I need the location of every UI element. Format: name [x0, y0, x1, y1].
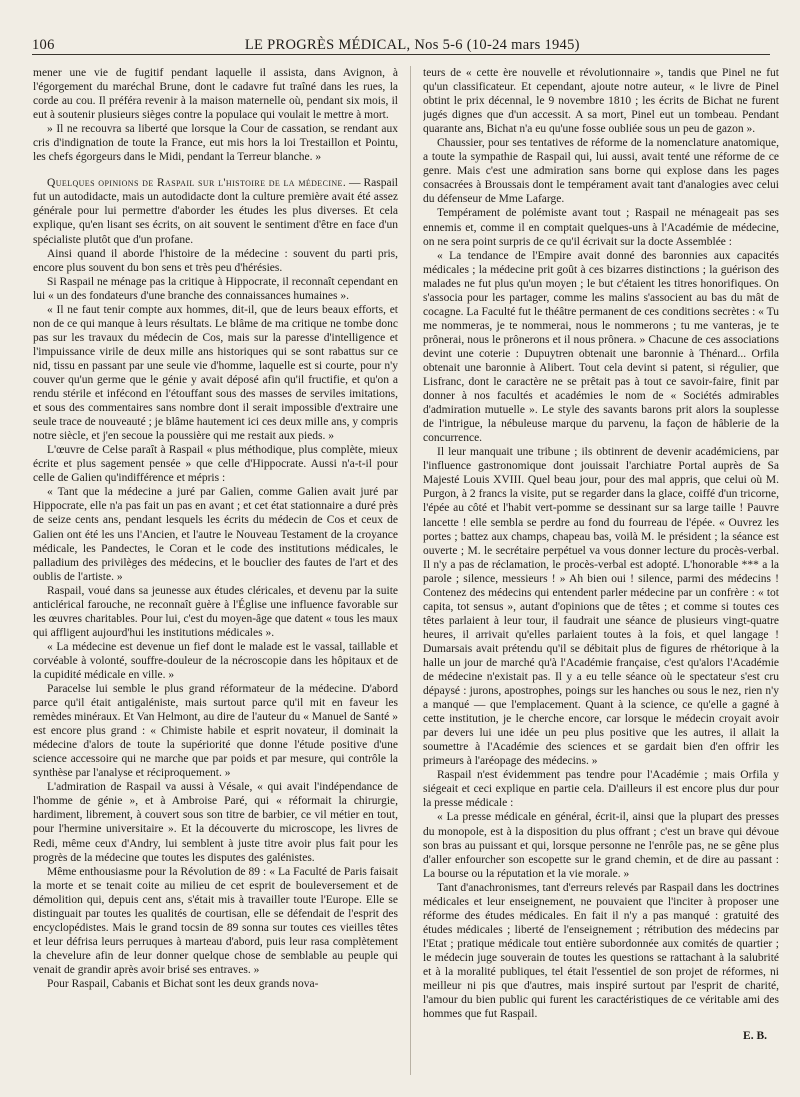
section-text: — Raspail fut un autodidacte, mais un autodidacte dont la culture première avait été assez générale pour lui permettre d'aborder les études les plus diverses. Et cela explique, qu'en lisant ses écrits, on ait souvent le sentiment d'être en face d'un spécialiste plutôt que d'un profane.	[33, 177, 398, 246]
paragraph: Tant d'anachronismes, tant d'erreurs relevés par Raspail dans les doctrines médicales et leur enseignement, ne pouvaient que l'inciter à proposer une réforme des études médicales. En fait il n'y a pas manqué : gratuité des études médicales ; liberté de l'enseignement ; rétribution des médecins par l'Etat ; pratique médicale tout entière subordonnée aux comités de quartier ; le médecin juge souverain de toutes les questions se rattachant à la salubrité et à la moralité publiques, tel était l'essentiel de son projet de réformes, ni meilleur ni pis que d'autres, mais inspiré surtout par l'esprit de charité, l'amour du bien public qui furent les caractéristiques de ce véritable ami des hommes que fut Raspail.	[423, 881, 779, 1021]
right-column	[423, 66, 779, 1075]
quote-paragraph: « La presse médicale en général, écrit-il, ainsi que la plupart des presses du monopole, est à la disposition du plus offrant ; c'est un brave qui dévoue son bras au puissant et qui, lorsque personne ne l'enrôle pas, ne se gêne plus d'aller enfourcher son escopette sur le grand chemin, et de dire au passant : La bourse ou la réputation et la vie morale. »	[423, 811, 779, 880]
quote-paragraph: « La tendance de l'Empire avait donné des baronnies aux capacités médicales ; la médecine prit goût à ces bizarres distinctions ; la guérison des malades ne fut plus qu'un moyen ; le but c'étaient les titres honorifiques. On s'associa pour les partager, comme les malins s'associent au bas du mât de cocagne. La Faculté fut le théâtre permanent de ces conditions secrètes : « Tu me nommeras, je te nommerai, nous le nommerons ; tu me vanteras, je te prônerai, nous le prônerons et il nous prônera. » Chacune de ces associations devint une coterie : Dupuytren obtenait une baronnie à Thénard... Orfila obtenait une baronnie à Alibert. Tout cela devint si patent, si régulier, que Lisfranc, dont le caractère ne se prêtait pas à tout ce savoir-faire, finit par donner à nos facultés et académies le nom de « Sociétés admirables d'admiration mutuelle ». Le style des savants barons prit alors la souplesse de l'intrigue, la nébuleuse marque du parvenu, la façon de hâblerie de la concurrence.	[423, 249, 779, 445]
column-divider	[410, 66, 411, 1075]
journal-title: LE PROGRÈS MÉDICAL, Nos 5-6 (10-24 mars 1945)	[244, 37, 580, 53]
quote-paragraph: « La médecine est devenue un fief dont le malade est le vassal, taillable et corvéable à volonté, souffre-douleur de la nécroscopie dans les hôpitaux et de la cupidité médicale en ville. »	[33, 640, 398, 681]
author-signature: E. B.	[743, 1030, 767, 1043]
paragraph: Chaussier, pour ses tentatives de réforme de la nomenclature anatomique, a toute la sympathie de Raspail qui, lui aussi, avait tenté une réforme de ce genre. Mais c'est une admiration sans borne qui explose dans les pages consacrées à Broussais dont le tempérament avait tant d'analogies avec celui du défenseur de Mme Lafarge.	[423, 137, 779, 206]
paragraph: Il leur manquait une tribune ; ils obtinrent de devenir académiciens, par l'influence gastronomique dont jouissait l'archiatre Portal auprès de Sa Majesté Louis XVIII. Quel beau jour, pour des mal appris, que celui où M. Purgon, à 2 francs la visite, put se regarder dans la glace, coiffé d'un tricorne, l'épée au côté et l'habit vert-pomme se dessinant sur sa large taille ! Pauvre lancette ! elle sembla se perdre au fond du fourreau de l'épée. « Ouvrez les portes ; battez aux champs, chapeau bas, voilà M. le président ; la séance est ouverte ; M. le secrétaire perpétuel va vous donner lecture du procès-verbal. Il n'y a pas de réclamation, le procès-verbal est adopté. L'honorable *** a la parole ; silence, messieurs ! » Ah bien oui ! silence, parmi des médecins ! Contenez des médecins qui entendent parler médecine par un confrère : « tot capita, tot sensus », autant d'opinions que de têtes ; et comme si toutes ces têtes parlaient à leur tour, il faudrait une séance de plusieurs vingt-quatre heures, il arrivait qu'elles parlaient toutes à la fois, et quel langage ! Dumarsais avait prétendu qu'il se débitait plus de figures de rhétorique à la halle un jour de marché qu'à l'Académie française, c'est qu'alors l'Académie de médecine n'existait pas. Il y a eu telle séance où le spectateur s'est cru dépaysé : jurons, apostrophes, poings sur les hanches ou sous le nez, rien n'y a manqué — que l'emplacement. Quant à la science, ce qu'elle a gagné à cette institution, je le cherche encore, car lorsque le médecin croyait avoir par devers lui une idée un peu plus positive que les autres, il allait la soumettre à l'Académie des sciences et se gardait bien d'en offrir les primeurs à l'aréopage des médecins. »	[423, 446, 779, 768]
paragraph: Si Raspail ne ménage pas la critique à Hippocrate, il reconnaît cependant en lui « un des fondateurs d'une branche des connaissances humaines ».	[33, 275, 398, 302]
paragraph: Pour Raspail, Cabanis et Bichat sont les deux grands nova-	[47, 978, 319, 990]
paragraph: Raspail n'est évidemment pas tendre pour l'Académie ; mais Orfila y siégeait et ceci explique en partie cela. D'ailleurs il est encore plus dur pour la presse médicale :	[423, 769, 779, 810]
page-number: 106	[32, 37, 55, 53]
paragraph: Tempérament de polémiste avant tout ; Raspail ne ménageait pas ses ennemis et, comme il en comptait quelques-uns à l'Académie de médecine, on ne sera point surpris de ce qu'il écrivait sur la docte Assemblée :	[423, 207, 779, 248]
paragraph: Même enthousiasme pour la Révolution de 89 : « La Faculté de Paris faisait la morte et se tenait coite au milieu de cet esprit de bouleversement et de démolition qui, depuis cent ans, s'était mis à travailler toute l'Europe. Elle se distinguait par toutes les qualités de courtisan, elle se défendait de l'esprit des encyclopédistes. Mais le grand tocsin de 89 sonna sur toutes ces vieilles têtes et leur défrisa leurs perruques à marteau d'abord, puis leur rasa complètement la chevelure afin de leur donner quelque chose de semblable au peuple qui venait de grandir après avoir brisé ses entraves. »	[33, 865, 398, 976]
paragraph: Ainsi quand il aborde l'histoire de la médecine : souvent du parti pris, encore plus souvent du bon sens et très peu d'hérésies.	[33, 247, 398, 274]
paragraph: mener une vie de fugitif pendant laquelle il assista, dans Avignon, à l'égorgement du maréchal Brune, dont le cadavre fut traîné dans les rues, la corde au cou. Il préféra revenir à la maison maternelle où, pendant six mois, il eut à soutenir plusieurs sièges contre la populace qui voulait le mettre à mort.	[33, 67, 398, 122]
section-paragraph	[33, 176, 398, 246]
paragraph: » Il ne recouvra sa liberté que lorsque la Cour de cassation, se rendant aux cris d'indignation de toute la France, eut mis hors la loi Trestaillon et Pointu, les chefs égorgeurs dans le Midi, pendant la Terreur blanche. »	[33, 123, 398, 164]
paragraph: Paracelse lui semble le plus grand réformateur de la médecine. D'abord parce qu'il était antigaléniste, mais surtout parce qu'il mit en faveur les remèdes minéraux. Et Van Helmont, au dire de l'auteur du « Manuel de Santé » est encore plus grand : « Chimiste habile et esprit novateur, il dominait la médecine d'alors de toute la supériorité que donne l'étude positive d'une science accessoire qui ne marche que par poids et par mesure, qui contrôle la synthèse par l'analyse et réciproquement. »	[33, 683, 398, 780]
page-header	[32, 30, 770, 55]
paragraph: L'œuvre de Celse paraît à Raspail « plus méthodique, plus complète, mieux écrite et plus sagement pensée » que celle d'Hippocrate. Aussi n'a-t-il pour celle de Galien qu'indifférence et mépris :	[33, 444, 398, 485]
left-column	[33, 66, 398, 1075]
paragraph: Raspail, voué dans sa jeunesse aux études cléricales, et devenu par la suite anticlérical farouche, ne reconnaît guère à l'Église une influence favorable sur les œuvres charitables. Pour lui, c'est du moyen-âge que datent « tous les maux qui affligent aujourd'hui les institutions médicales ».	[33, 584, 398, 639]
paragraph: teurs de « cette ère nouvelle et révolutionnaire », tandis que Pinel ne fut qu'un classificateur. Et cependant, ajoute notre auteur, « le livre de Pinel obtint le prix décennal, le 9 novembre 1810 ; les écrits de Bichat ne furent jugés dignes que d'un accessit. A sa mort, Pinel eut un tombeau. Pendant quarante ans, Bichat n'a eu qu'une fosse oubliée sous un peu de gazon ».	[423, 67, 779, 136]
quote-paragraph: « Tant que la médecine a juré par Galien, comme Galien avait juré par Hippocrate, elle n'a pas fait un pas en avant ; et cet état stationnaire a duré près de seize cents ans, pendant lesquels les écrits du médecin de Cos et ceux de Galien ont été les uns l'Ancien, et l'autre le Nouveau Testament de la croyance médicale, les Pandectes, le Coran et le code des institutions médicales, le palladium des privilèges des médecins, et le bouclier des fautes de l'art et des oublis de l'artiste. »	[33, 486, 398, 583]
paragraph: L'admiration de Raspail va aussi à Vésale, « qui avait l'indépendance de l'homme de génie », et à Ambroise Paré, qui « réformait la chirurgie, hardiment, librement, à couvert sous son titre de barbier, ce vil métier en tout, pour l'hermine universitaire ». Et la découverte du microscope, les livres de Redi, même ceux d'Andry, lui semblent à juste titre avoir plus fait pour les progrès de la médecine que toutes les disputes des galénistes.	[33, 781, 398, 864]
section-heading: Quelques opinions de Raspail sur l'histoire de la médecine.	[47, 177, 347, 190]
quote-paragraph: « Il ne faut tenir compte aux hommes, dit-il, que de leurs beaux efforts, et non de ce qui manque à leurs résultats. Le blâme de ma critique ne tombe donc pas sur les travaux du médecin de Cos, mais sur la paresse d'intelligence et l'impuissance virile de deux mille ans historiques qui se sont rabattus sur ce nid, tissu en passant par une seule vie d'homme, laquelle est si courte, pour n'y couver qu'un germe que le génie y avait déposé afin qu'il fructifie, et qu'on a rendu stérile et infécond en l'étouffant sous des masses de serviles imitations, et sous des commentaires sans nombre dont il serait impossible d'extraire une seule trace de nouveauté ; je blâme hautement ici ces deux mille ans, y compris notre siècle, et j'en secoue la poussière qui me restait aux pieds. »	[33, 303, 398, 443]
